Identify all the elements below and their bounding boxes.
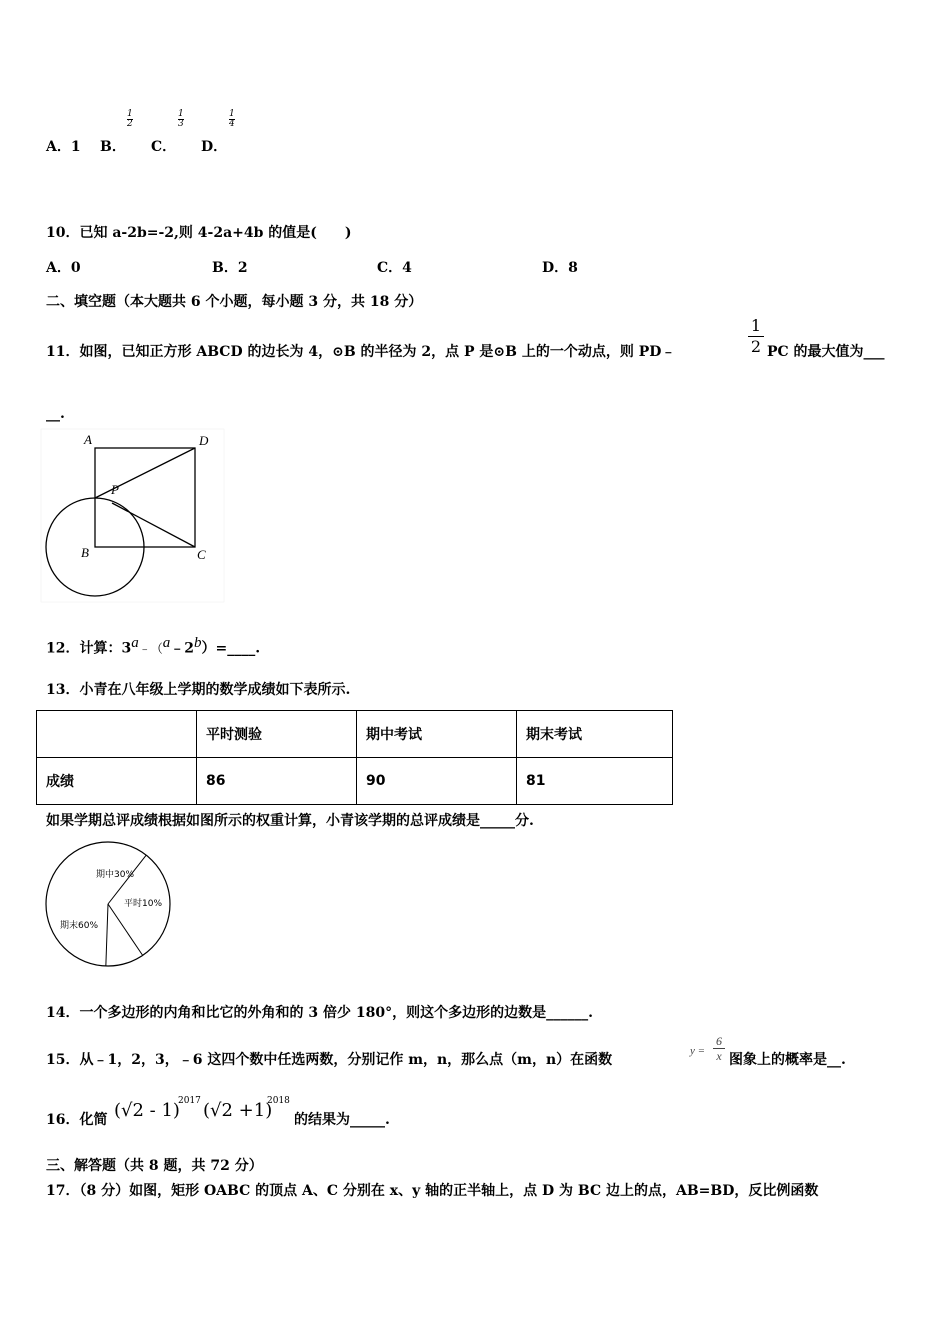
q10-stem: 10．已知 a-2b=-2,则 4-2a+4b 的值是( ) [46,225,352,241]
q12-exponent-b: b [194,635,202,651]
table-header-cell: 期中考试 [357,711,517,758]
fraction-denominator: 2 [748,336,764,357]
q15-function-lhs: y = [690,1045,706,1057]
label-b: B [81,545,89,560]
q9-option-b: B． [100,139,126,155]
q12-minus2: ﹣2 [170,640,194,657]
q12-prefix: 12．计算：3 [46,640,132,657]
fraction-numerator: 1 [178,109,184,119]
q15-stem-part2: 图象上的概率是__. [729,1052,846,1068]
q12-stem [46,635,260,658]
pie-label-regular: 平时10% [124,899,163,909]
fraction-denominator: 2 [127,119,133,129]
q17-stem: 17．（8 分）如图，矩形 OABC 的顶点 A、C 分别在 x、y 轴的正半轴上，点 D 为 BC 边上的点，AB=BD，反比例函数 [46,1183,819,1199]
q16-term2: (√2 +1) [203,1100,273,1121]
q9-option-a: A．1 [46,139,81,155]
q13-score-table [36,710,673,805]
table-row [37,758,673,805]
label-d: D [199,433,209,448]
q10-option-b: B．2 [212,260,248,276]
q9-option-b-fraction [127,110,133,129]
fraction-denominator: 3 [178,119,184,129]
q9-option-d-fraction [229,110,235,129]
pie-label-midterm: 期中30% [96,870,135,880]
q11-stem-continued: __. [46,406,65,422]
q9-option-d: D． [201,139,228,155]
q12-exponent-a: a [131,635,139,651]
q12-mid: ﹣（ [138,641,163,656]
fraction-numerator: 6 [716,1034,722,1048]
table-cell: 成绩 [37,758,197,805]
q15-function-fraction [713,1034,725,1063]
fraction-denominator: 4 [229,119,235,129]
label-c: C [197,547,206,562]
q10-option-a: A．0 [46,260,81,276]
table-header-cell [37,711,197,758]
q9-option-c-fraction [178,110,184,129]
q11-geometry-figure [40,428,225,603]
q9-option-c: C． [151,139,177,155]
table-cell: 90 [357,758,517,805]
q15-stem-part1: 15．从﹣1，2，3，﹣6 这四个数中任选两数，分别记作 m，n，那么点（m，n）在函数 [46,1052,613,1068]
table-header-cell: 期末考试 [517,711,673,758]
q16-term1: (√2 - 1) [114,1100,180,1121]
table-header-row [37,711,673,758]
q10-option-d: D．8 [542,260,578,276]
q11-fraction [748,316,764,357]
fraction-denominator: x [713,1048,725,1063]
q16-exponent1: 2017 [178,1096,201,1106]
q12-inner-a: a [162,635,171,651]
table-cell: 81 [517,758,673,805]
q13-after-text: 如果学期总评成绩根据如图所示的权重计算，小青该学期的总评成绩是_____分. [46,813,534,829]
table-cell: 86 [197,758,357,805]
q11-stem-part1: 11．如图，已知正方形 ABCD 的边长为 4，⊙B 的半径为 2，点 P 是⊙B 上的一个动点，则 PD﹣ [46,344,676,360]
q12-suffix: ）=____. [201,640,261,657]
label-a: A [84,432,92,447]
q13-stem: 13．小青在八年级上学期的数学成绩如下表所示. [46,682,351,698]
label-p: P [111,482,119,497]
q10-option-c: C．4 [377,260,412,276]
section-2-heading: 二、填空题（本大题共 6 个小题，每小题 3 分，共 18 分） [46,294,423,310]
q13-pie-chart [44,840,174,968]
fraction-numerator: 1 [127,109,133,119]
q16-prefix: 16．化简 [46,1112,108,1128]
section-3-heading: 三、解答题（共 8 题，共 72 分） [46,1158,263,1174]
q11-stem-part2: PC 的最大值为___ [767,344,885,360]
q16-exponent2: 2018 [267,1096,290,1106]
q16-suffix: 的结果为_____. [294,1112,390,1128]
fraction-numerator: 1 [750,316,762,335]
pie-label-final: 期末60% [60,921,99,931]
fraction-numerator: 1 [229,109,235,119]
table-header-cell: 平时测验 [197,711,357,758]
q14-stem: 14．一个多边形的内角和比它的外角和的 3 倍少 180°，则这个多边形的边数是______. [46,1005,593,1021]
